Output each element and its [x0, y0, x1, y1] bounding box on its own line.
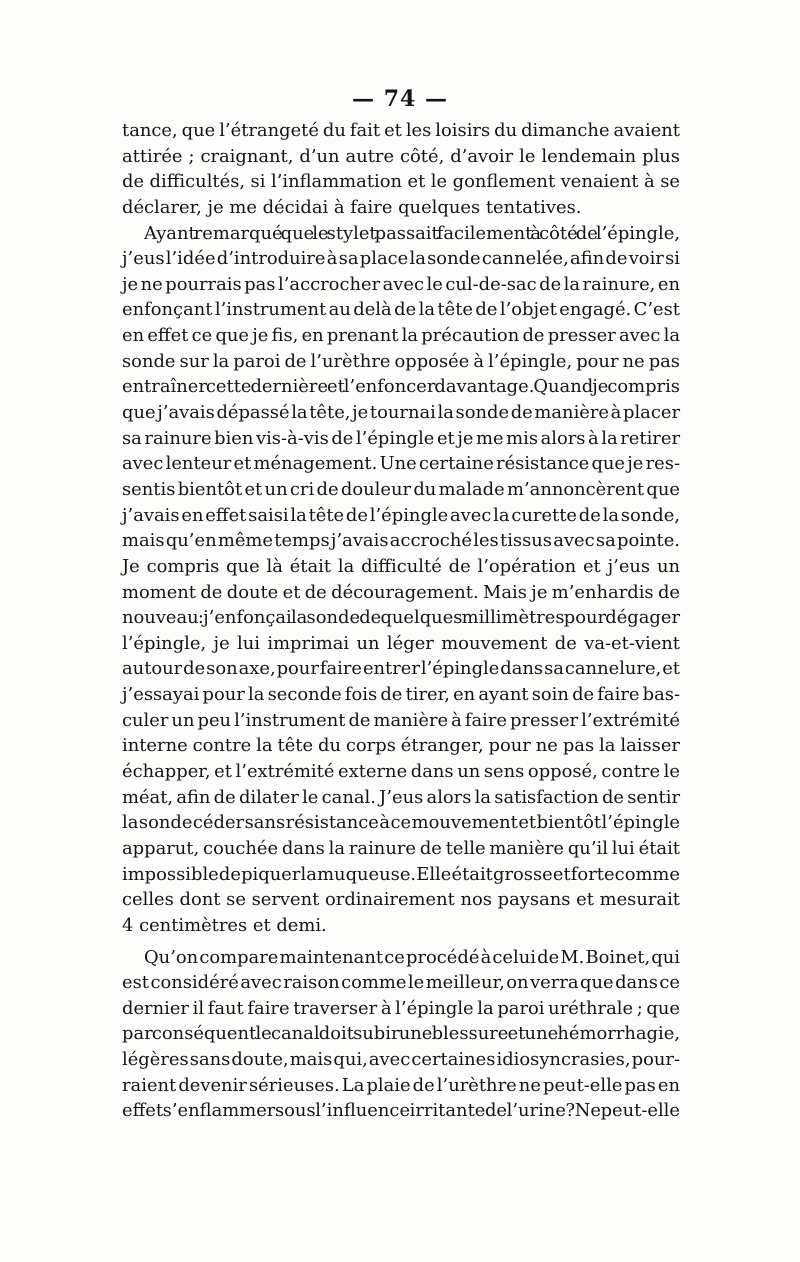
- text-line: interne contre la tête du corps étranger, pour ne pas la laisser: [122, 735, 680, 757]
- text-line: tance, que l’étrangeté du fait et les loisirs du dimanche avaient: [122, 120, 680, 141]
- text-line: moment de doute et de découragement. Mais je m’enhardis de: [122, 581, 680, 603]
- text-line: sa rainure bien vis-à-vis de l’épingle et je me mis alors à la retirer: [122, 427, 680, 449]
- text-line: Qu’on compare maintenant ce procédé à celui de M. Boinet, qui: [144, 946, 680, 968]
- text-line: entraîner cette dernière et l’enfoncer davantage. Quand je compris: [122, 376, 680, 398]
- paragraph-2: [122, 221, 680, 939]
- text-line: avec lenteur et ménagement. Une certaine résistance que je res-: [122, 453, 680, 475]
- text-line: légères sans doute, mais qui, avec certaines idiosyncrasies, pour-: [122, 1049, 680, 1071]
- text-line: raient devenir sérieuses. La plaie de l’urèthre ne peut-elle pas en: [122, 1074, 680, 1096]
- text-line: déclarer, je me décidai à faire quelques tentatives.: [122, 196, 582, 218]
- text-line: Ayant remarqué que le stylet passait facilement à côté de l’épingle,: [144, 222, 680, 244]
- text-line: sonde sur la paroi de l’urèthre opposée à l’épingle, pour ne pas: [122, 350, 680, 372]
- text-line: j’essayai pour la seconde fois de tirer, en ayant soin de faire bas-: [122, 684, 680, 706]
- text-line: apparut, couchée dans la rainure de telle manière qu’il lui était: [122, 837, 680, 859]
- text-line: Je compris que là était la difficulté de l’opération et j’eus un: [122, 555, 680, 577]
- text-line: j’avais en effet saisi la tête de l’épingle avec la curette de la sonde,: [122, 504, 680, 526]
- text-line: la sonde céder sans résistance à ce mouvement et bientôt l’épingle: [122, 812, 680, 834]
- text-line: mais qu’en même temps j’avais accroché les tissus avec sa pointe.: [122, 530, 680, 552]
- text-line: sentis bientôt et un cri de douleur du malade m’annoncèrent que: [122, 478, 680, 500]
- text-line: impossible de piquer la muqueuse. Elle était grosse et forte comme: [122, 863, 680, 885]
- text-line: 4 centimètres et demi.: [122, 914, 327, 936]
- text-line: celles dont se servent ordinairement nos paysans et mesurait: [122, 889, 680, 911]
- text-line: de difficultés, si l’inflammation et le gonflement venaient à se: [122, 171, 680, 193]
- paragraph-1: [122, 118, 680, 221]
- text-line: autour de son axe, pour faire entrer l’épingle dans sa cannelure, et: [122, 658, 680, 680]
- text-line: effet s’enflammer sous l’influence irritante de l’urine ? Ne peut-elle: [122, 1100, 680, 1122]
- text-line: j’eus l’idée d’introduire à sa place la sonde cannelée, afin de voir si: [122, 248, 680, 270]
- text-line: en effet ce que je fis, en prenant la précaution de presser avec la: [122, 325, 680, 347]
- text-line: que j’avais dépassé la tête, je tournai la sonde de manière à placer: [122, 402, 680, 424]
- text-line: par conséquent le canal doit subir une blessure et une hémorrhagie,: [122, 1023, 680, 1045]
- text-line: attirée ; craignant, d’un autre côté, d’avoir le lendemain plus: [122, 145, 680, 167]
- text-line: échapper, et l’extrémité externe dans un sens opposé, contre le: [122, 761, 680, 783]
- text-line: est considéré avec raison comme le meilleur, on verra que dans ce: [122, 972, 680, 994]
- text-line: enfonçant l’instrument au delà de la tête de l’objet engagé. C’est: [122, 299, 680, 321]
- text-line: méat, afin de dilater le canal. J’eus alors la satisfaction de sentir: [122, 786, 680, 808]
- paragraph-3: [122, 945, 680, 1124]
- text-line: l’épingle, je lui imprimai un léger mouvement de va-et-vient: [122, 632, 680, 654]
- text-line: je ne pourrais pas l’accrocher avec le cul-de-sac de la rainure, en: [122, 273, 680, 295]
- text-line: nouveau : j’enfonçai la sonde de quelques millimètres pour dégager: [122, 607, 680, 629]
- body-text: [122, 118, 680, 1124]
- page-number: — 74 —: [352, 86, 448, 112]
- text-line: dernier il faut faire traverser à l’épingle la paroi uréthrale ; que: [122, 997, 680, 1019]
- text-line: culer un peu l’instrument de manière à faire presser l’extrémité: [122, 709, 680, 731]
